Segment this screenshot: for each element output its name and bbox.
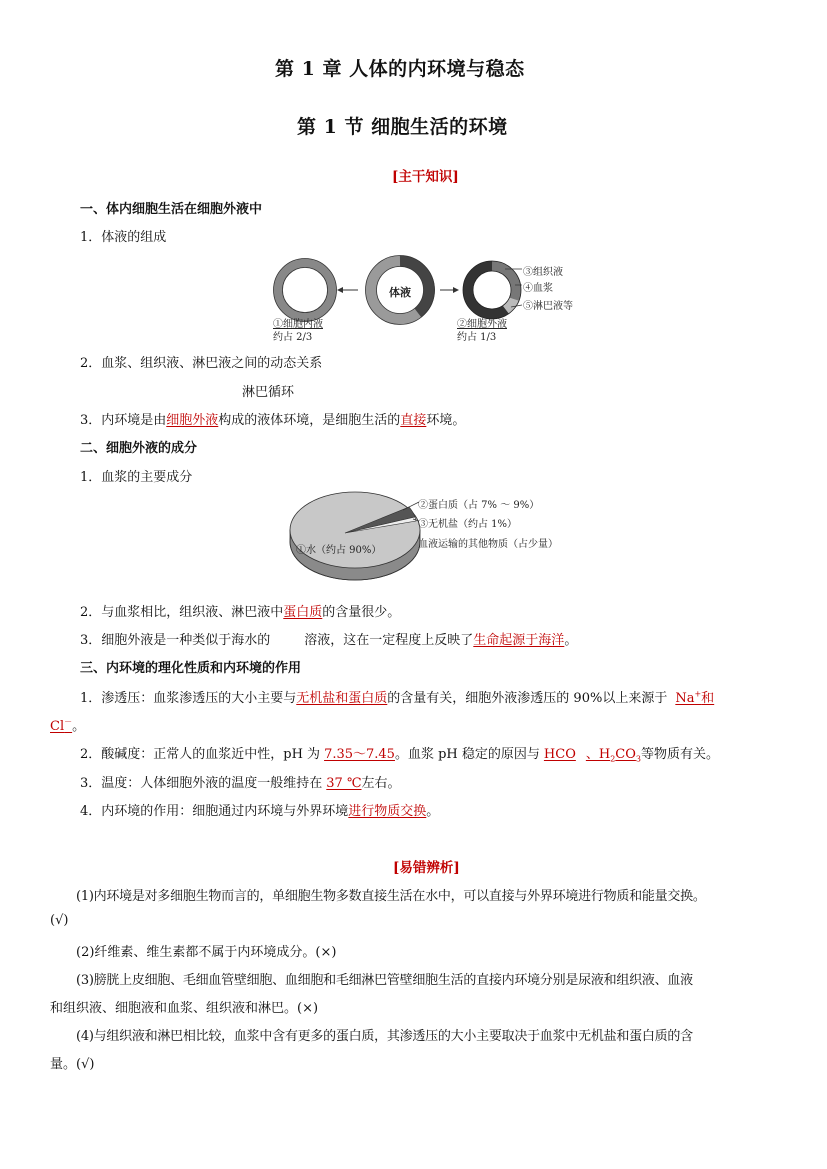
error-2: (2)纤维素、维生素都不属于内环境成分。(×) <box>76 945 337 960</box>
answer-extracellular-fluid: 细胞外液 <box>166 413 219 428</box>
pie-label-water: ①水（约占 90%） <box>296 545 382 556</box>
legend-plasma: ④血浆 <box>523 283 553 294</box>
part3-item3: 3．温度：人体细胞外液的温度一般维持在 37 ℃左右。 <box>80 776 401 791</box>
chapter-title: 第 1 章 人体的内环境与稳态 <box>275 58 525 80</box>
part3-heading: 三、内环境的理化性质和内环境的作用 <box>80 661 302 676</box>
part2-heading: 二、细胞外液的成分 <box>80 441 198 456</box>
body-fluid-center-label: 体液 <box>389 286 411 299</box>
lymph-cycle-label: 淋巴循环 <box>242 385 295 400</box>
intracellular-label: ①细胞内液 <box>273 319 323 330</box>
answer-temperature: 37 ℃ <box>326 776 362 791</box>
intracellular-ratio: 约占 2/3 <box>273 332 313 343</box>
answer-material-exchange: 进行物质交换 <box>348 804 427 819</box>
error-3-line2: 和组织液、细胞液和血浆、组织液和淋巴。(×) <box>50 1001 319 1016</box>
extracellular-label: ②细胞外液 <box>457 319 507 330</box>
part1-item1: 1．体液的组成 <box>80 230 167 245</box>
answer-salt-protein: 无机盐和蛋白质 <box>296 691 388 706</box>
plasma-pie-diagram <box>285 490 425 590</box>
main-knowledge-heading: [主干知识] <box>392 169 459 185</box>
error-3-line1: (3)膀胱上皮细胞、毛细血管壁细胞、血细胞和毛细淋巴管壁细胞生活的直接内环境分别是尿液和组织液、血液 <box>76 973 693 988</box>
answer-protein: 蛋白质 <box>283 605 323 620</box>
section-title: 第 1 节 细胞生活的环境 <box>297 116 508 138</box>
part3-item1-line2: Cl－。 <box>50 717 86 734</box>
part3-item1-line1: 1．渗透压：血浆渗透压的大小主要与无机盐和蛋白质的含量有关，细胞外液渗透压的 90%以上来源于 Na+和 <box>80 689 715 706</box>
answer-ph-range: 7.35～7.45 <box>324 747 395 762</box>
error-4-line2: 量。(√) <box>50 1057 95 1072</box>
part3-item4: 4．内环境的作用：细胞通过内环境与外界环境进行物质交换。 <box>80 804 440 819</box>
part1-item3: 3．内环境是由细胞外液构成的液体环境，是细胞生活的直接环境。 <box>80 413 466 428</box>
pie-label-protein: ②蛋白质（占 7% ～ 9%） <box>418 500 540 511</box>
answer-sodium: Na+和 <box>675 689 715 706</box>
answer-buffers: HCO 、$H_2CO_3$ <box>543 747 641 764</box>
errors-heading: [易错辨析] <box>393 860 460 876</box>
part2-item3: 3．细胞外液是一种类似于海水的 溶液，这在一定程度上反映了生命起源于海洋。 <box>80 633 578 648</box>
answer-chloride: Cl－ <box>50 717 73 734</box>
pie-label-other: 血液运输的其他物质（占少量） <box>418 539 558 550</box>
part2-item2: 2．与血浆相比，组织液、淋巴液中蛋白质的含量很少。 <box>80 605 401 620</box>
extracellular-ratio: 约占 1/3 <box>457 332 497 343</box>
legend-lymph: ⑤淋巴液等 <box>523 301 573 312</box>
error-4-line1: (4)与组织液和淋巴相比较，血浆中含有更多的蛋白质，其渗透压的大小主要取决于血浆中无机盐和蛋白质的含 <box>76 1029 693 1044</box>
error-1-line1: (1)内环境是对多细胞生物而言的，单细胞生物多数直接生活在水中，可以直接与外界环境进行物质和能量交换。 <box>76 889 706 904</box>
legend-tissue-fluid: ③组织液 <box>523 267 563 278</box>
answer-life-origin: 生命起源于海洋 <box>473 633 565 648</box>
part1-item2: 2．血浆、组织液、淋巴液之间的动态关系 <box>80 356 323 371</box>
answer-direct: 直接 <box>400 413 427 428</box>
part2-item1: 1．血浆的主要成分 <box>80 470 193 485</box>
error-1-line2: (√) <box>50 913 69 928</box>
part1-heading: 一、体内细胞生活在细胞外液中 <box>80 202 263 217</box>
part3-item2: 2．酸碱度：正常人的血浆近中性，pH 为 7.35～7.45。血浆 pH 稳定的原因与 HCO 、$H_2CO_3$等物质有关。 <box>80 747 720 764</box>
pie-label-salt: ③无机盐（约占 1%） <box>418 519 518 530</box>
intracellular-ring <box>278 263 332 317</box>
